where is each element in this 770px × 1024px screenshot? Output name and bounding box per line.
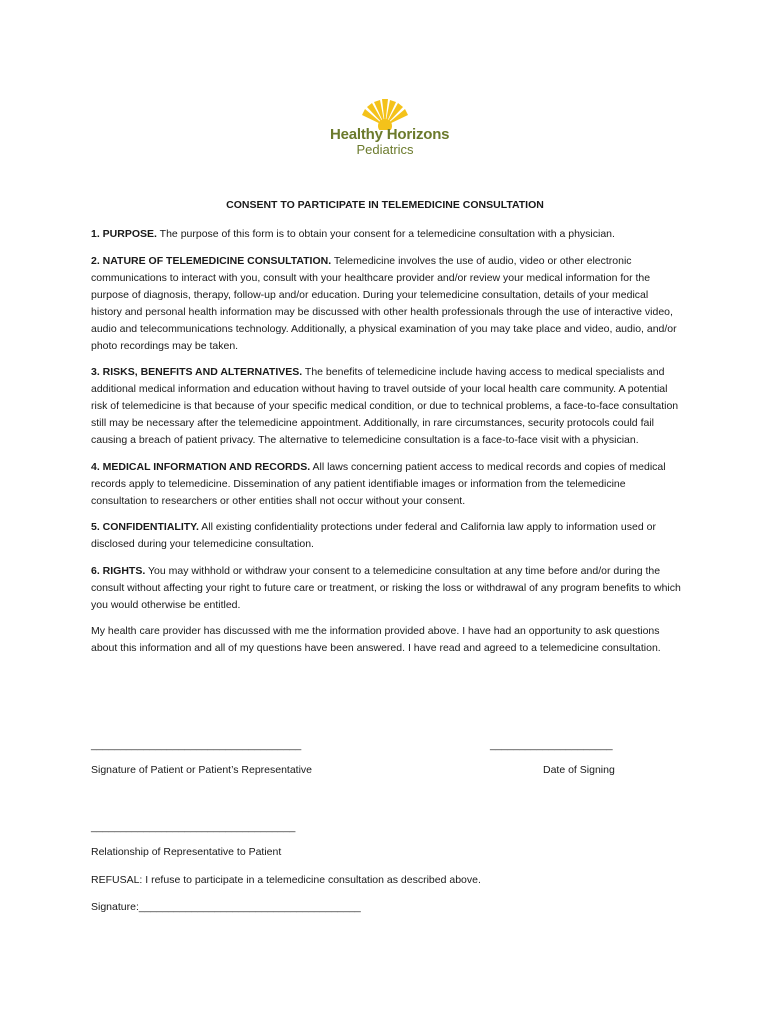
- clinic-name: Healthy Horizons: [330, 126, 450, 143]
- section-records: [91, 459, 681, 510]
- patient-signature-label: Signature of Patient or Patient’s Representative: [91, 764, 313, 776]
- section-heading: 6. RIGHTS.: [91, 564, 146, 577]
- section-text: The benefits of telemedicine include having access to medical specialists and additional medical information and education without having to travel outside of your local health care community. A potential risk of telemedicine is that because of your specific medical condition, or due to technical problems, a face-to-face consultation still may be necessary after the telemedicine appointment. Additionally, in rare circumstances, security protocols could fail causing a breach of patient privacy. The alternative to telemedicine consultation is a face-to-face visit with a physician.: [91, 366, 679, 446]
- acknowledgement: [91, 623, 681, 657]
- section-heading: 3. RISKS, BENEFITS AND ALTERNATIVES.: [91, 366, 303, 378]
- section-risks: [91, 364, 681, 449]
- section-text: Telemedicine involves the use of audio, video or other electronic communications to interact with you, consult with your healthcare provider and/or review your medical information for the purpose of diagnosis, therapy, follow-up and/or education. During your telemedicine consultation, details of your medical history and personal health information may be discussed with other health professionals through the use of interactive video, audio and telecommunications technology. Additionally, a physical examination of you may take place and video, audio, and/or photo recordings may be taken.: [91, 254, 677, 352]
- section-text: All existing confidentiality protections under federal and California law apply to information used or disclosed during your telemedicine consultation.: [91, 521, 656, 550]
- section-text: The purpose of this form is to obtain your consent for a telemedicine consultation with a physician.: [156, 228, 615, 240]
- refusal-signature-field[interactable]: Signature:______________________________________: [91, 901, 361, 913]
- section-heading: 5. CONFIDENTIALITY.: [91, 521, 199, 533]
- sun-rays-icon: [330, 96, 440, 130]
- relationship-label: Relationship of Representative to Patient: [91, 846, 282, 858]
- section-heading: 2. NATURE OF TELEMEDICINE CONSULTATION.: [91, 254, 332, 267]
- section-nature: [91, 253, 681, 355]
- date-signed-field[interactable]: _____________________: [490, 739, 613, 751]
- patient-signature-field[interactable]: ____________________________________: [91, 739, 302, 751]
- consent-body: [91, 226, 681, 667]
- acknowledgement-text: My health care provider has discussed with me the information provided above. I have had an opportunity to ask questions about this information and all of my questions have been answered. I have read and agreed to a telemedicine consultation.: [91, 625, 661, 654]
- refusal-statement: REFUSAL: I refuse to participate in a telemedicine consultation as described above.: [91, 874, 481, 886]
- section-confidentiality: [91, 519, 681, 553]
- clinic-logo: [330, 96, 450, 160]
- document-title: CONSENT TO PARTICIPATE IN TELEMEDICINE CONSULTATION: [226, 199, 544, 211]
- section-text: You may withhold or withdraw your consent to a telemedicine consultation at any time before and/or during the consult without affecting your right to future care or treatment, or risking the loss or withdrawal of any program benefits to which you would otherwise be entitled.: [91, 564, 681, 611]
- date-signed-label: Date of Signing: [543, 764, 615, 776]
- section-purpose: [91, 226, 681, 243]
- section-heading: 4. MEDICAL INFORMATION AND RECORDS.: [91, 460, 311, 473]
- section-text: All laws concerning patient access to medical records and copies of medical records apply to telemedicine. Dissemination of any patient identifiable images or information from the telemedicine consultation to researchers or other entities shall not occur without your consent.: [91, 460, 666, 507]
- clinic-subtitle: Pediatrics: [356, 142, 414, 157]
- relationship-field[interactable]: ___________________________________: [91, 821, 296, 833]
- section-rights: [91, 563, 681, 614]
- section-heading: 1. PURPOSE.: [91, 228, 157, 240]
